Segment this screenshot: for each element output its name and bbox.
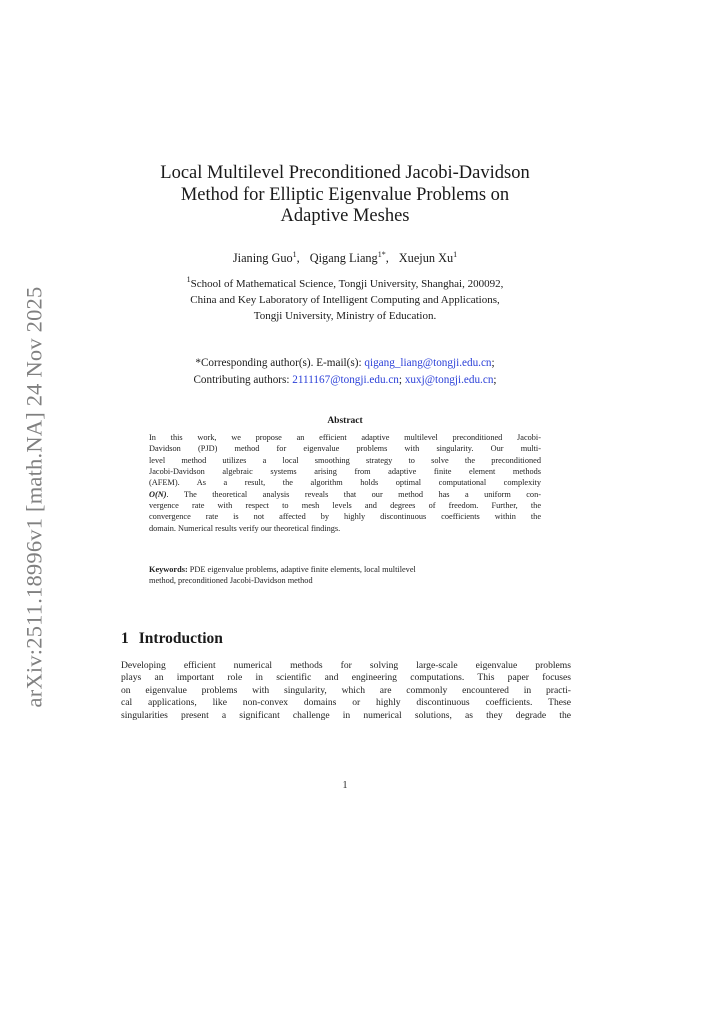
abstract-line: domain. Numerical results verify our theoretical findings. [149, 523, 341, 533]
contributing-authors-line [100, 372, 590, 389]
author-name: Qigang Liang [309, 251, 378, 265]
section-heading [121, 630, 223, 648]
abstract-line: In this work, we propose an efficient adaptive multilevel preconditioned Jacobi- [149, 433, 541, 442]
keywords [149, 564, 541, 587]
body-line: on eigenvalue problems with singularity, which are commonly encountered in practi- [121, 684, 571, 696]
author-name: Jianing Guo [232, 251, 293, 265]
abstract-heading: Abstract [327, 416, 363, 426]
introduction-body [121, 660, 571, 722]
contributing-suffix: ; [493, 374, 497, 386]
author-separator: , [296, 251, 300, 265]
corresponding-suffix: ; [491, 357, 495, 369]
author-affiliation-mark: 1* [377, 250, 386, 259]
abstract-line: level method utilizes a local smoothing strategy to solve the preconditioned [149, 455, 541, 465]
contributing-email-link-2[interactable]: xuxj@tongji.edu.cn [404, 374, 494, 386]
affiliation [100, 276, 590, 324]
math-big-o: O(N) [149, 489, 167, 499]
abstract-line: (AFEM). As a result, the algorithm holds optimal computational complexity [149, 478, 541, 488]
body-line: plays an important role in scientific and engineering computations. This paper focuses [121, 672, 571, 684]
affiliation-mark: 1 [186, 275, 191, 284]
arxiv-stamp [19, 282, 49, 712]
abstract-line: convergence rate is not affected by highly discontinuous coefficients within the [149, 512, 541, 522]
abstract-line: Jacobi-Davidson algebraic systems arising from adaptive finite element methods [149, 467, 541, 477]
keywords-line: method, preconditioned Jacobi-Davidson method [149, 576, 313, 586]
contributing-sep: ; [398, 374, 405, 386]
contributing-prefix: Contributing authors: [193, 374, 293, 386]
title-line: Method for Elliptic Eigenvalue Problems on [180, 184, 510, 205]
section-title: Introduction [138, 630, 223, 647]
page-number: 1 [342, 780, 348, 791]
body-line: Developing efficient numerical methods for solving large-scale eigenvalue problems [121, 660, 571, 671]
keywords-label: Keywords: [149, 565, 188, 574]
corresponding-email-link[interactable]: qigang_liang@tongji.edu.cn [364, 357, 492, 369]
section-number: 1 [121, 630, 129, 647]
abstract-line: vergence rate with respect to mesh levels and degrees of freedom. Further, the [149, 501, 541, 511]
body-line: cal applications, like non-convex domains or highly discontinuous coefficients. These [121, 697, 571, 709]
arxiv-stamp-text: arXiv:2511.18996v1 [math.NA] 24 Nov 2025 [21, 286, 46, 708]
correspondence [100, 355, 590, 389]
author-separator: , [385, 251, 389, 265]
abstract-line: Davidson (PJD) method for eigenvalue problems with singularity. Our multi- [149, 444, 541, 454]
author-list [100, 251, 590, 266]
title-line: Adaptive Meshes [280, 206, 410, 226]
title-line: Local Multilevel Preconditioned Jacobi-Davidson [160, 163, 530, 183]
abstract-line: O(N). The theoretical analysis reveals that our method has a uniform con- [149, 489, 541, 499]
abstract-body [149, 432, 541, 534]
affiliation-line: China and Key Laboratory of Intelligent Computing and Applications, [190, 294, 500, 306]
paper-title [100, 163, 590, 228]
corresponding-prefix: *Corresponding author(s). E-mail(s): [195, 357, 365, 369]
body-line: singularities present a significant challenge in numerical solutions, as they degrade the [121, 709, 571, 721]
contributing-email-link-1[interactable]: 2111167@tongji.edu.cn [292, 374, 399, 386]
affiliation-line: Tongji University, Ministry of Education. [253, 310, 437, 322]
author-name: Xuejun Xu [398, 251, 454, 265]
affiliation-line: School of Mathematical Science, Tongji University, Shanghai, 200092, [190, 278, 504, 290]
author-affiliation-mark: 1 [453, 250, 458, 259]
keywords-line: PDE eigenvalue problems, adaptive finite elements, local multilevel [187, 565, 416, 574]
corresponding-author-line [100, 355, 590, 372]
author-affiliation-mark: 1 [292, 250, 297, 259]
